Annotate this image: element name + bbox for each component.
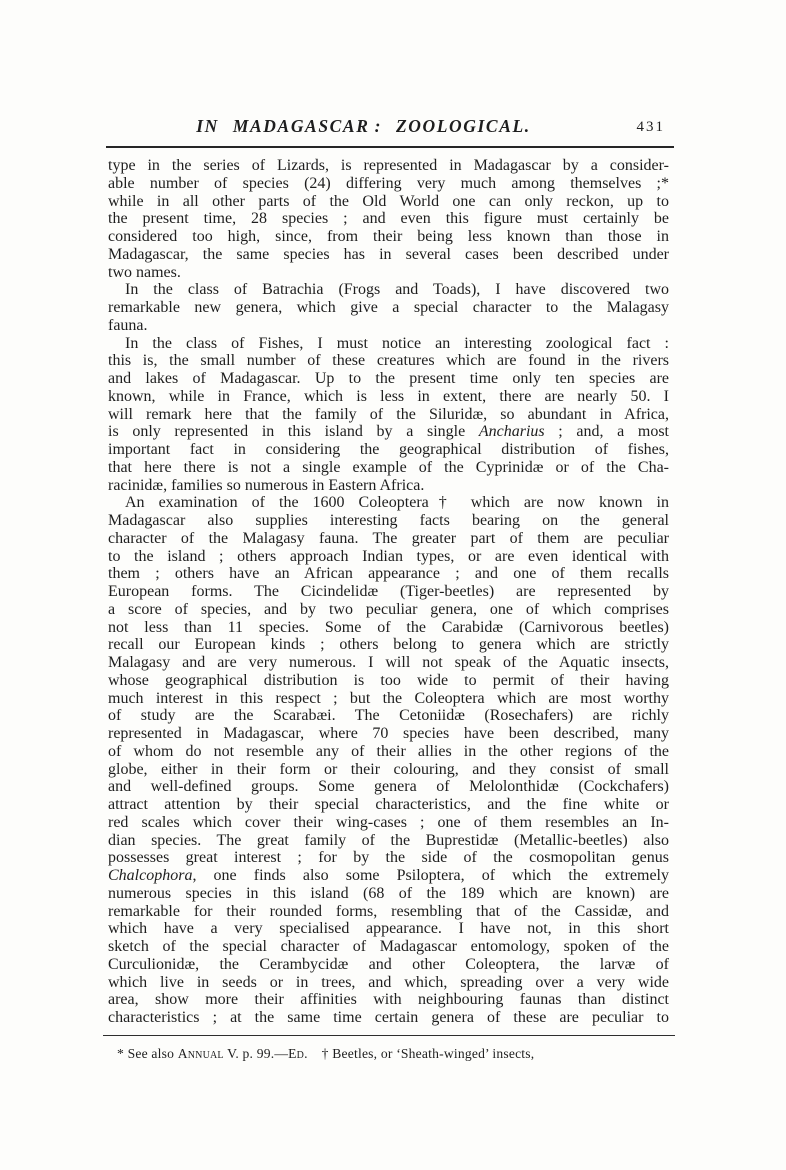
text-run: known, while in France, which is less in extent, there are nearly 50. I	[108, 387, 669, 405]
text-line	[108, 690, 669, 708]
text-line	[108, 157, 669, 175]
text-run: , one finds also some Psiloptera, of which the extremely	[192, 867, 669, 884]
text-line	[108, 530, 669, 548]
text-line	[108, 583, 669, 601]
text-run: sketch of the special character of Madagascar entomology, spoken of the	[108, 938, 669, 955]
text-run: Madagascar, the same species has in several cases been described under	[108, 245, 669, 263]
text-run: European forms. The Cicindelidæ (Tiger-beetles) are represented by	[108, 583, 669, 600]
text-run: which have a very specialised appearance. I have not, in this short	[108, 920, 669, 938]
text-run: the present time, 28 species ; and even this figure must certainly be	[108, 210, 669, 228]
text-run: that here there is not a single example of the Cyprinidæ or of the Cha-	[108, 458, 669, 476]
header-rule	[106, 146, 674, 148]
footnote-rule	[103, 1035, 675, 1036]
text-line	[108, 991, 669, 1009]
text-run: a score of species, and by two peculiar genera, one of which comprises	[108, 600, 669, 618]
text-line	[108, 903, 669, 921]
text-line	[108, 619, 669, 637]
text-run: of study are the Scarabæi. The Cetoniidæ (Rosechafers) are richly	[108, 707, 669, 725]
text-line	[108, 743, 669, 761]
text-line	[108, 264, 669, 282]
text-run: of whom do not resemble any of their allies in the other regions of the	[108, 742, 669, 760]
text-line	[108, 867, 669, 885]
text-line	[108, 920, 669, 938]
paragraph	[117, 1046, 673, 1062]
text-line	[108, 352, 669, 370]
text-run: them ; others have an African appearance ; and one of them recalls	[108, 565, 669, 583]
text-line	[108, 477, 669, 495]
paragraph	[108, 281, 669, 334]
text-run: not less than 11 species. Some of the Carabidæ (Carnivorous beetles)	[108, 618, 669, 636]
text-line	[108, 956, 669, 974]
text-run: fauna.	[108, 316, 148, 334]
text-run: important fact in considering the geographical distribution of fishes,	[108, 441, 669, 458]
text-run: will remark here that the family of the Siluridæ, so abundant in Africa,	[108, 405, 669, 423]
text-line	[108, 796, 669, 814]
text-run: red scales which cover their wing-cases ; one of them resembles an In-	[108, 813, 669, 831]
text-run: much interest in this respect ; but the Coleoptera which are most worthy	[108, 689, 669, 707]
text-line	[108, 548, 669, 566]
text-run: and lakes of Madagascar. Up to the present time only ten species are	[108, 370, 669, 387]
text-line	[108, 654, 669, 672]
text-line	[108, 193, 669, 211]
text-run: ; and, a most	[544, 423, 670, 441]
text-run: possesses great interest ; for by the side of the cosmopolitan genus	[108, 849, 669, 867]
text-line	[108, 299, 669, 317]
text-line	[108, 228, 669, 246]
text-line	[108, 459, 669, 477]
text-run: In the class of Fishes, I must notice an interesting zoological fact :	[125, 334, 669, 352]
text-line	[108, 725, 669, 743]
text-run: considered too high, since, from their being less known than those in	[108, 228, 669, 245]
text-run: globe, either in their form or their colouring, and they consist of small	[108, 760, 669, 778]
italic-text: Chalcophora	[108, 867, 193, 884]
text-run: area, show more their affinities with neighbouring faunas than distinct	[108, 991, 669, 1009]
text-run: numerous species in this island (68 of the 189 which are known) are	[108, 884, 669, 902]
text-run: Curculionidæ, the Cerambycidæ and other Coleoptera, the larvæ of	[108, 955, 669, 973]
text-line	[108, 849, 669, 867]
smallcaps-text: Annual	[177, 1046, 224, 1061]
text-line	[108, 281, 669, 299]
text-line	[108, 406, 669, 424]
text-run: In the class of Batrachia (Frogs and Toads), I have discovered two	[125, 281, 669, 299]
text-run: dian species. The great family of the Buprestidæ (Metallic-beetles) also	[108, 831, 669, 849]
text-run: remarkable new genera, which give a special character to the Malagasy	[108, 299, 669, 316]
text-run: attract attention by their special characteristics, and the fine white or	[108, 796, 669, 813]
text-line	[108, 672, 669, 690]
page-number: 431	[636, 119, 665, 135]
text-run: Malagasy and are very numerous. I will not speak of the Aquatic insects,	[108, 654, 669, 671]
text-line	[108, 512, 669, 530]
text-run: remarkable for their rounded forms, resembling that of the Cassidæ, and	[108, 902, 669, 920]
text-line	[108, 707, 669, 725]
text-line	[108, 370, 669, 388]
text-run: represented in Madagascar, where 70 species have been described, many	[108, 725, 669, 742]
text-run: type in the series of Lizards, is represented in Madagascar by a consider-	[108, 157, 669, 174]
text-run: * See also	[117, 1046, 178, 1061]
text-run: is only represented in this island by a single	[108, 423, 479, 441]
text-line	[108, 388, 669, 406]
body-text	[108, 157, 669, 1027]
running-header	[108, 116, 669, 146]
text-run: character of the Malagasy fauna. The greater part of them are peculiar	[108, 529, 669, 547]
text-line	[108, 636, 669, 654]
text-line	[108, 1009, 669, 1027]
text-line	[108, 494, 669, 512]
text-line	[108, 423, 669, 441]
text-line	[108, 601, 669, 619]
italic-text: Ancharius	[478, 423, 545, 441]
text-line	[108, 210, 669, 228]
text-line	[108, 175, 669, 193]
text-run: while in all other parts of the Old World one can only reckon, up to	[108, 192, 669, 210]
text-line	[108, 317, 669, 335]
text-run: which live in seeds or in trees, and which, spreading over a very wide	[108, 973, 669, 991]
text-line	[108, 814, 669, 832]
page-heading: IN MADAGASCAR : ZOOLOGICAL.	[196, 116, 531, 136]
text-run: to the island ; others approach Indian types, or are even identical with	[108, 547, 669, 565]
text-run: whose geographical distribution is too wide to permit of their having	[108, 671, 669, 689]
paragraph	[108, 157, 669, 281]
text-line	[108, 938, 669, 956]
text-line	[117, 1046, 673, 1062]
text-run: and well-defined groups. Some genera of Melolonthidæ (Cockchafers)	[108, 778, 669, 796]
smallcaps-text: Ed.	[288, 1046, 308, 1061]
text-run: characteristics ; at the same time certain genera of these are peculiar to	[108, 1009, 669, 1026]
text-line	[108, 761, 669, 779]
text-line	[108, 246, 669, 264]
text-run: † Beetles, or ‘Sheath-winged’ insects,	[307, 1046, 535, 1061]
text-line	[108, 778, 669, 796]
paragraph	[108, 494, 669, 1027]
text-run: able number of species (24) differing very much among themselves ;*	[108, 174, 669, 192]
text-run: two names.	[108, 263, 181, 281]
text-line	[108, 832, 669, 850]
text-run: this is, the small number of these creatures which are found in the rivers	[108, 352, 669, 370]
text-run: V. p. 99.—	[223, 1046, 289, 1061]
text-run: Madagascar also supplies interesting facts bearing on the general	[108, 512, 669, 529]
text-line	[108, 335, 669, 353]
footnote	[117, 1046, 673, 1062]
text-run: racinidæ, families so numerous in Eastern Africa.	[108, 476, 425, 494]
text-line	[108, 565, 669, 583]
text-run: recall our European kinds ; others belong to genera which are strictly	[108, 636, 669, 654]
text-line	[108, 441, 669, 459]
paragraph	[108, 335, 669, 495]
text-run: An examination of the 1600 Coleoptera† which are now known in	[125, 494, 669, 512]
text-line	[108, 974, 669, 992]
text-line	[108, 885, 669, 903]
